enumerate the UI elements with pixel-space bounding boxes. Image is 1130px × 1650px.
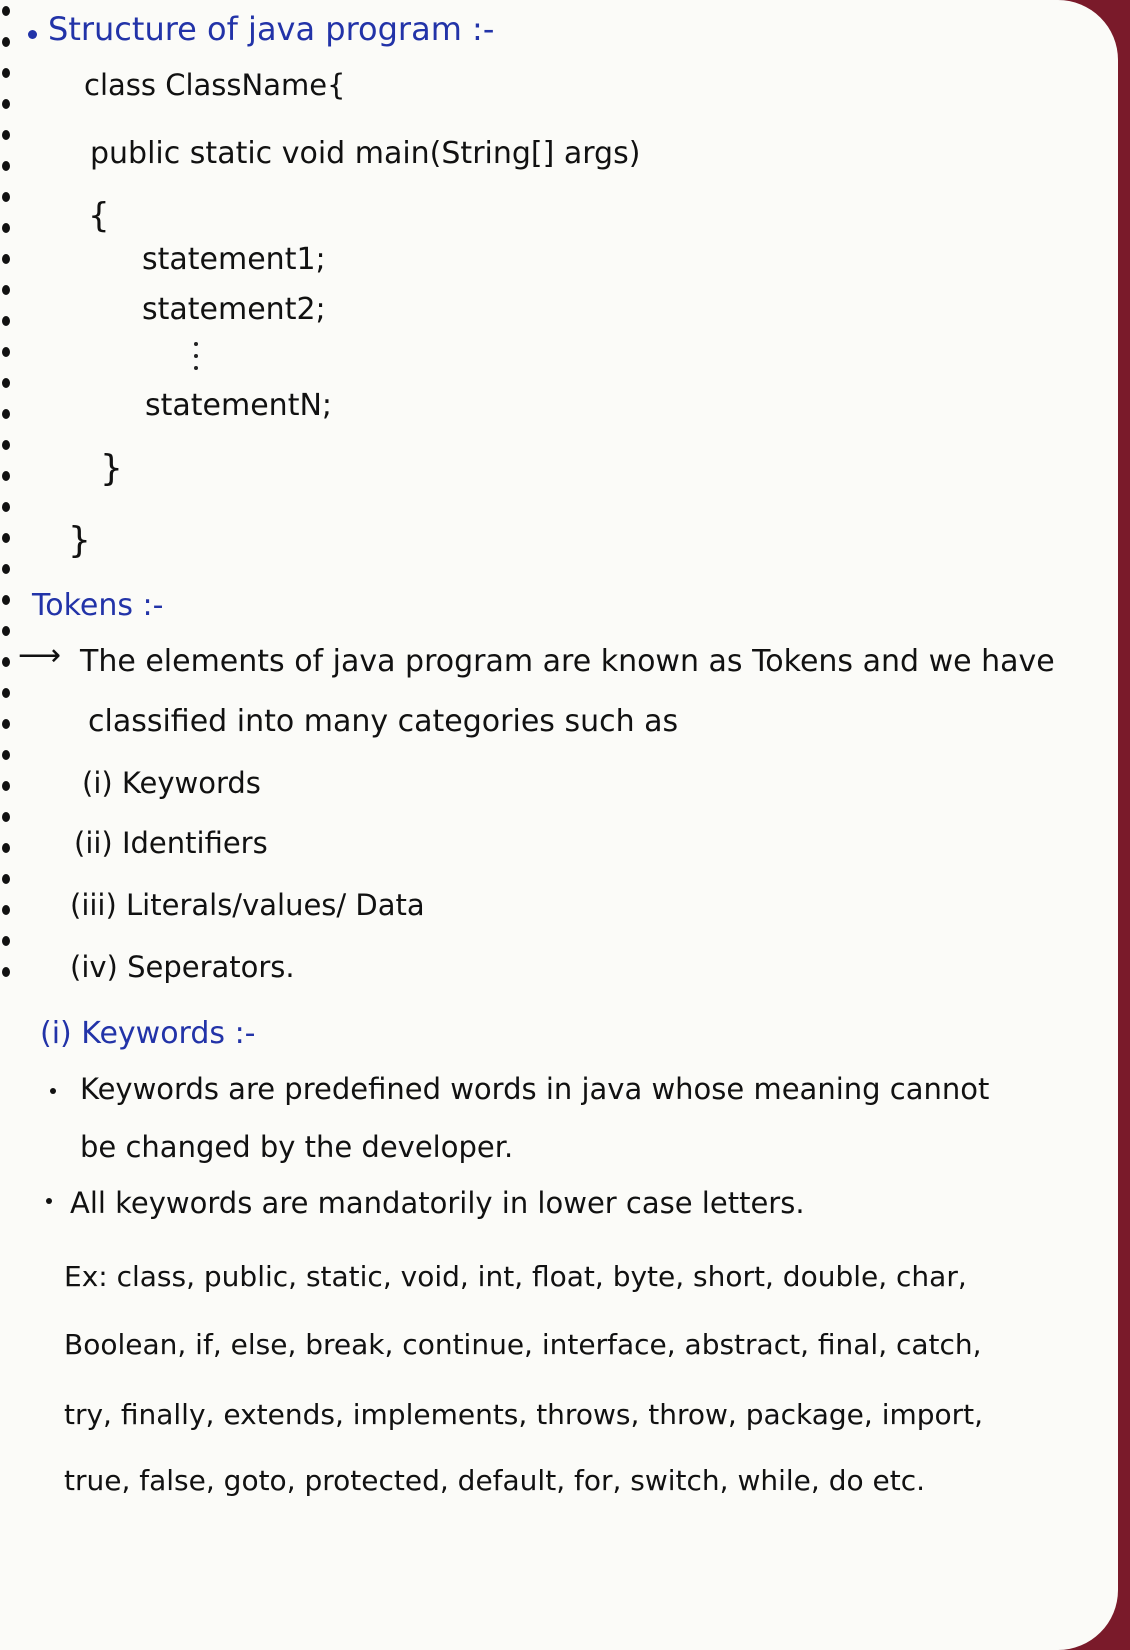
spiral-hole — [2, 719, 10, 729]
arrow-icon: ⟶ — [18, 638, 62, 673]
tokens-intro-line-2: classified into many categories such as — [88, 704, 679, 739]
spiral-binding — [0, 0, 14, 1000]
spiral-hole — [2, 657, 10, 667]
structure-heading: Structure of java program :- — [48, 10, 495, 48]
spiral-hole — [2, 347, 10, 357]
spiral-hole — [2, 223, 10, 233]
code-close-outer-brace: } — [68, 520, 91, 561]
spiral-hole — [2, 130, 10, 140]
spiral-hole — [2, 471, 10, 481]
spiral-hole — [2, 440, 10, 450]
spiral-hole — [2, 68, 10, 78]
keywords-heading: (i) Keywords :- — [40, 1016, 256, 1051]
code-ellipsis-dots — [194, 342, 198, 378]
spiral-hole — [2, 378, 10, 388]
code-close-inner-brace: } — [100, 448, 123, 489]
token-category-2: (ii) Identifiers — [74, 826, 268, 860]
spiral-hole — [2, 192, 10, 202]
spiral-hole — [2, 812, 10, 822]
spiral-hole — [2, 6, 10, 16]
spiral-hole — [2, 595, 10, 605]
keyword-examples-line-2: Boolean, if, else, break, continue, interface, abstract, final, catch, — [64, 1328, 982, 1361]
spiral-hole — [2, 409, 10, 419]
keyword-examples-line-4: true, false, goto, protected, default, for, switch, while, do etc. — [64, 1464, 926, 1497]
spiral-hole — [2, 285, 10, 295]
spiral-hole — [2, 316, 10, 326]
keyword-point-1-bullet-icon — [50, 1088, 56, 1094]
tokens-heading: Tokens :- — [32, 588, 164, 623]
spiral-hole — [2, 37, 10, 47]
spiral-hole — [2, 502, 10, 512]
spiral-hole — [2, 905, 10, 915]
code-statement-2: statement2; — [142, 292, 326, 327]
tokens-intro-line-1: The elements of java program are known as Tokens and we have — [80, 644, 1055, 679]
spiral-hole — [2, 626, 10, 636]
code-statement-n: statementN; — [145, 388, 333, 423]
heading-bullet-icon — [28, 30, 37, 39]
spiral-hole — [2, 967, 10, 977]
spiral-hole — [2, 99, 10, 109]
code-class-line: class ClassName{ — [84, 68, 346, 102]
spiral-hole — [2, 533, 10, 543]
spiral-hole — [2, 781, 10, 791]
keyword-point-1-line-2: be changed by the developer. — [80, 1130, 514, 1164]
spiral-hole — [2, 564, 10, 574]
spiral-hole — [2, 936, 10, 946]
spiral-hole — [2, 874, 10, 884]
token-category-1: (i) Keywords — [82, 766, 261, 800]
keyword-point-2-bullet-icon — [46, 1198, 52, 1204]
keyword-examples-line-1: Ex: class, public, static, void, int, float, byte, short, double, char, — [64, 1260, 967, 1293]
code-main-line: public static void main(String[] args) — [90, 136, 641, 171]
code-open-brace: { — [88, 196, 110, 236]
spiral-hole — [2, 750, 10, 760]
spiral-hole — [2, 161, 10, 171]
keyword-examples-line-3: try, finally, extends, implements, throws, throw, package, import, — [64, 1398, 984, 1431]
spiral-hole — [2, 254, 10, 264]
keyword-point-1-line-1: Keywords are predefined words in java whose meaning cannot — [80, 1072, 990, 1106]
token-category-3: (iii) Literals/values/ Data — [70, 888, 425, 922]
code-statement-1: statement1; — [142, 242, 326, 277]
spiral-hole — [2, 843, 10, 853]
keyword-point-2: All keywords are mandatorily in lower case letters. — [70, 1186, 805, 1220]
token-category-4: (iv) Seperators. — [70, 950, 295, 984]
spiral-hole — [2, 688, 10, 698]
